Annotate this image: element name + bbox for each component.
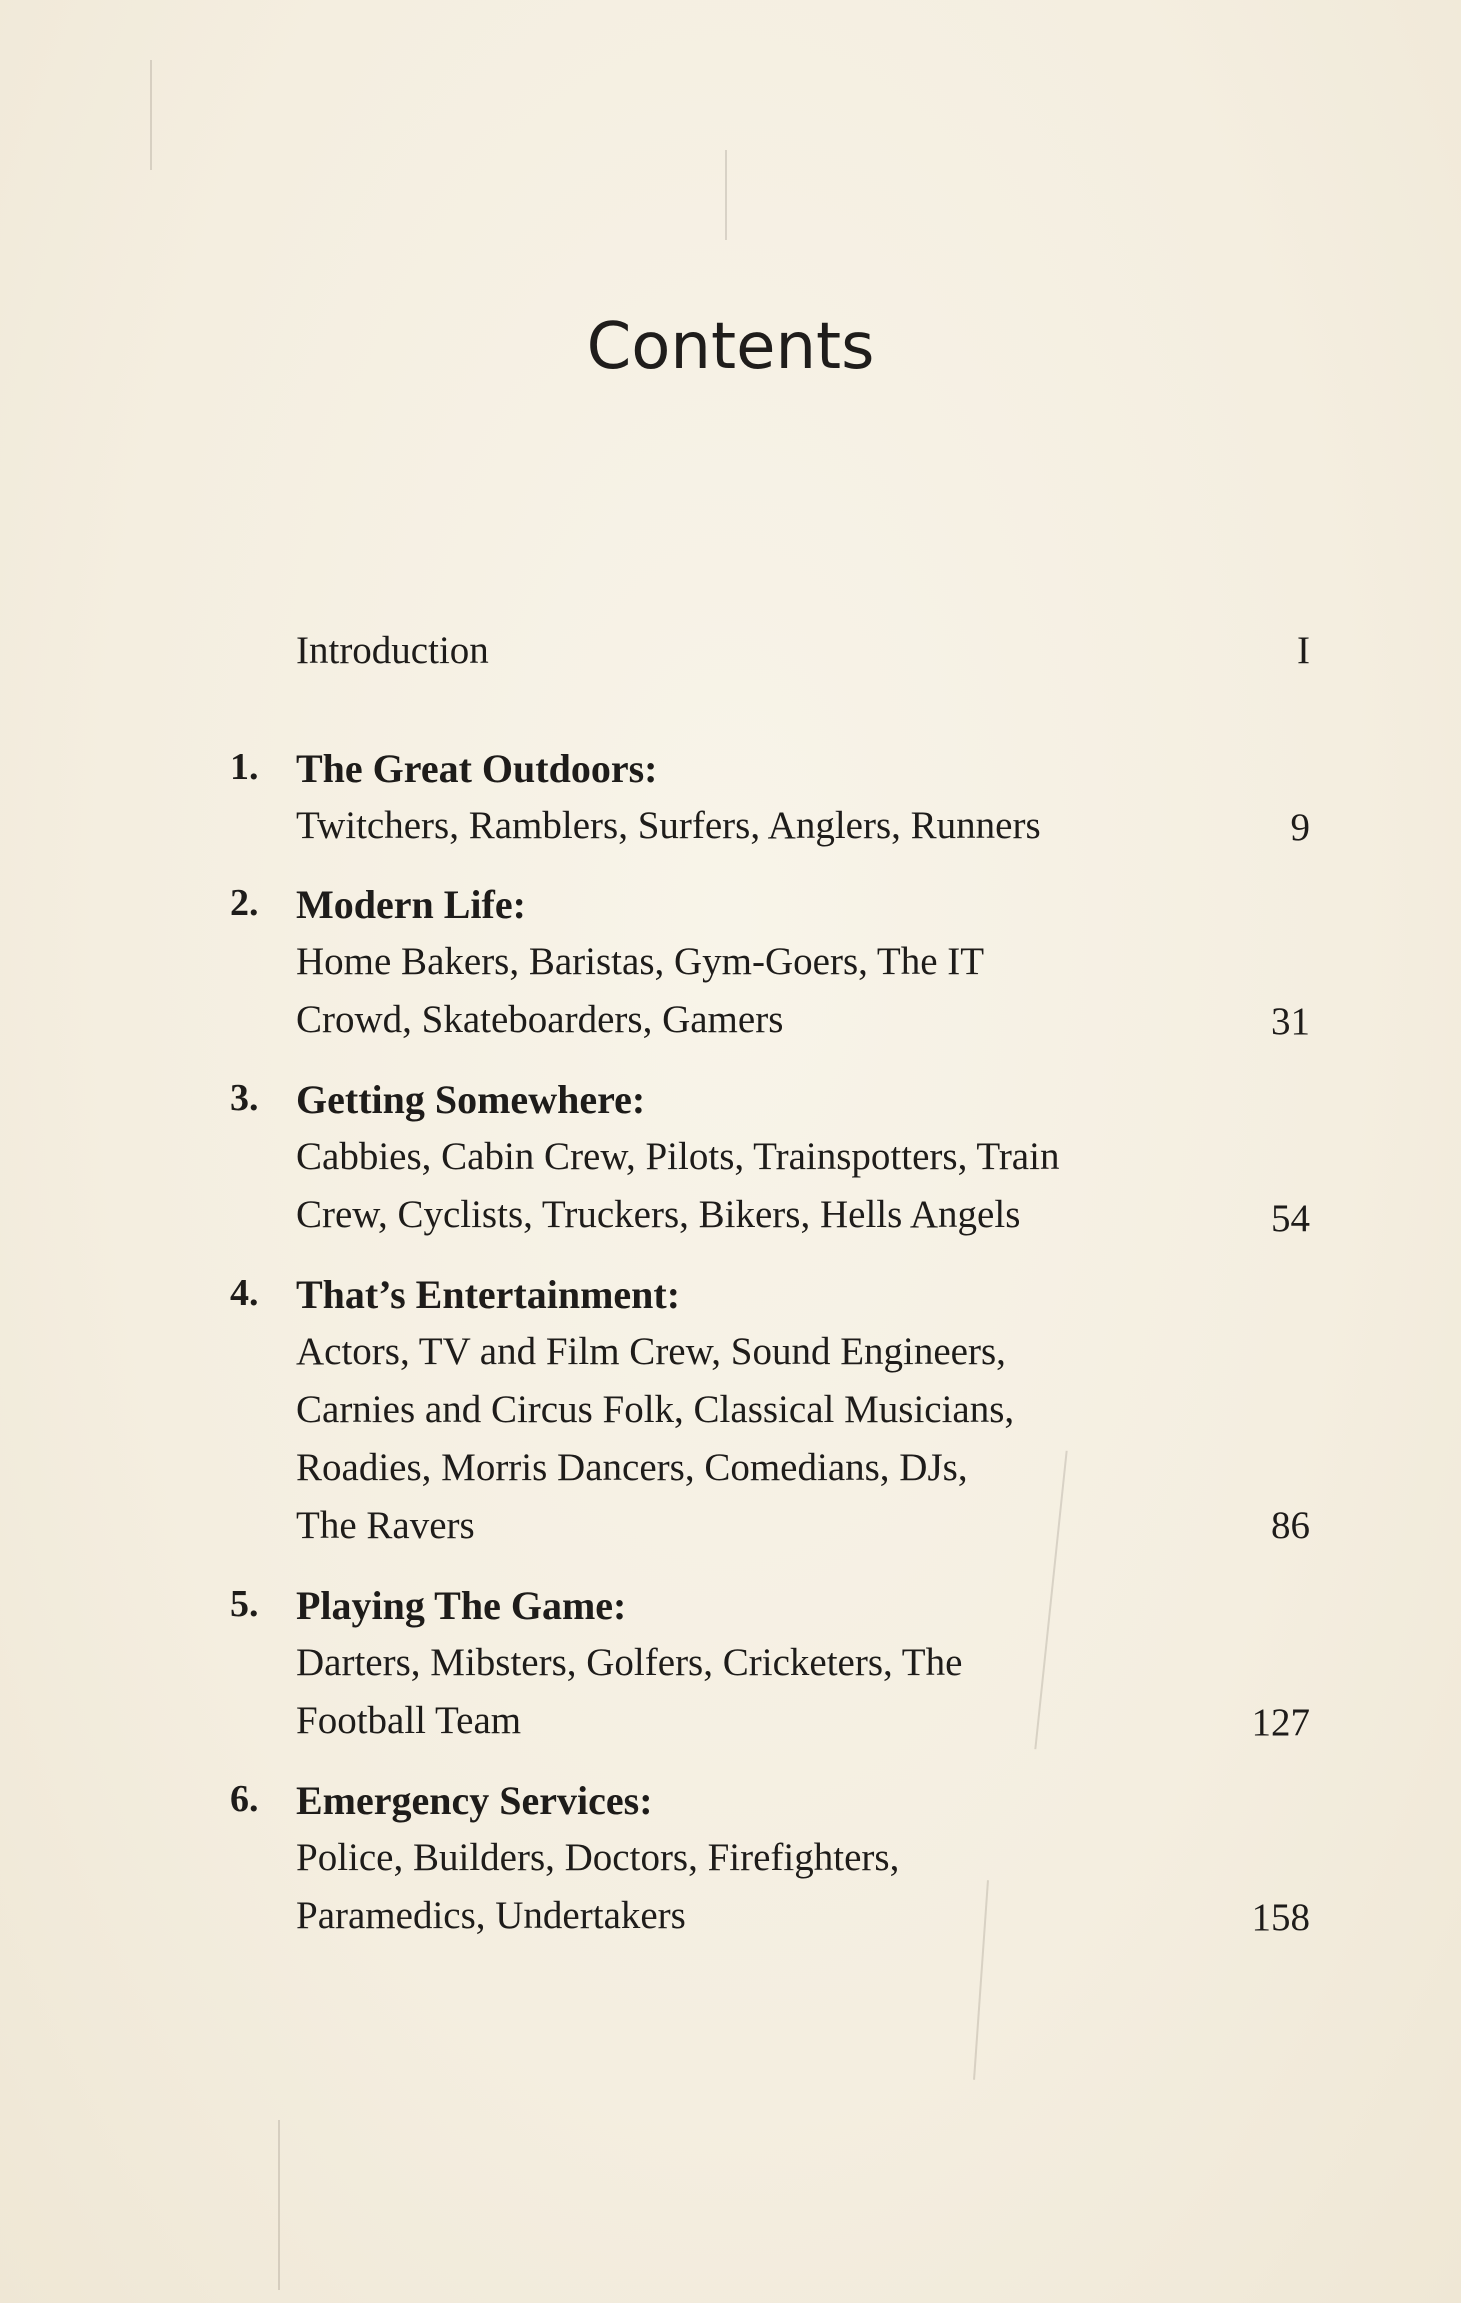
chapter-line: Carnies and Circus Folk, Classical Musicians, [296,1388,1015,1431]
chapter-heading: The Great Outdoors: [296,746,658,791]
chapter-line: Actors, TV and Film Crew, Sound Engineers, [296,1330,1006,1373]
paper-crease [725,150,727,240]
chapter-number: 2. [230,882,259,924]
chapter-line: Police, Builders, Doctors, Firefighters, [296,1836,900,1879]
chapter-heading: Getting Somewhere: [296,1077,646,1122]
chapter-page-number: 9 [1290,806,1310,849]
chapter-page-number: 86 [1271,1504,1310,1547]
chapter-heading: Modern Life: [296,882,526,927]
chapter-number: 3. [230,1077,259,1119]
chapter-heading: Playing The Game: [296,1583,627,1628]
chapter-number: 5. [230,1583,259,1625]
chapter-page-number: 127 [1251,1701,1310,1744]
chapter-line: Crew, Cyclists, Truckers, Bikers, Hells Angels [296,1193,1021,1236]
page-title: Contents [586,310,875,384]
chapter-number: 1. [230,746,259,788]
chapter-line: Crowd, Skateboarders, Gamers [296,998,784,1041]
chapter-line: Roadies, Morris Dancers, Comedians, DJs, [296,1446,968,1489]
chapter-line: Cabbies, Cabin Crew, Pilots, Trainspotters, Train [296,1135,1060,1178]
chapter-line: Darters, Mibsters, Golfers, Cricketers, The [296,1641,963,1684]
chapter-line: Home Bakers, Baristas, Gym-Goers, The IT [296,940,985,983]
chapter-page-number: 31 [1271,1000,1310,1043]
chapter-heading: That’s Entertainment: [296,1272,681,1317]
introduction-page-number: I [1297,629,1310,672]
paper-crease [973,1880,989,2080]
chapter-heading: Emergency Services: [296,1778,653,1823]
chapter-page-number: 54 [1271,1197,1310,1240]
chapter-line: Football Team [296,1699,522,1742]
chapter-line: The Ravers [296,1504,475,1547]
paper-crease [150,60,152,170]
paper-crease [1034,1451,1067,1750]
introduction-label: Introduction [296,629,489,672]
chapter-page-number: 158 [1251,1896,1310,1939]
chapter-number: 6. [230,1778,259,1820]
chapter-number: 4. [230,1272,259,1314]
chapter-line: Twitchers, Ramblers, Surfers, Anglers, Runners [296,804,1041,847]
paper-crease [278,2120,280,2290]
chapter-line: Paramedics, Undertakers [296,1894,686,1937]
